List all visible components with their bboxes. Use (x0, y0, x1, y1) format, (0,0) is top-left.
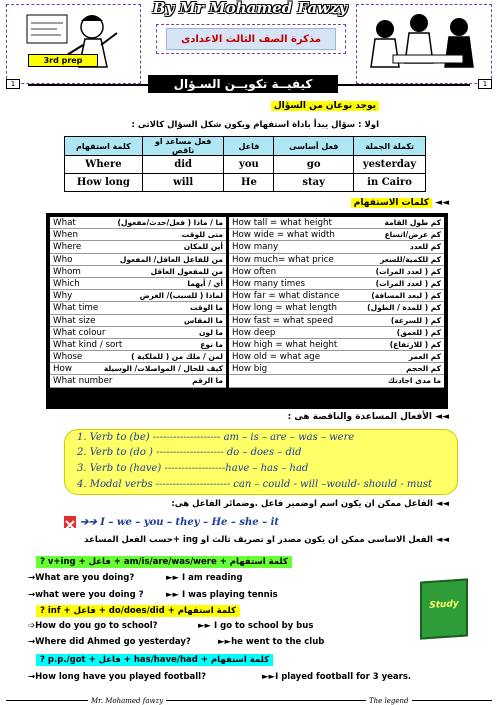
question-word-arabic: أين للمكان (183, 242, 223, 252)
question-word-english: What time (53, 303, 99, 314)
question-word-row (229, 229, 444, 241)
double-arrow-icon: ◄◄ (435, 198, 449, 208)
question-word-english: How long = what length (232, 303, 338, 314)
first-type-text: اولا : سؤال يبدأ باداة استفهام ويكون شكل السؤال كالاتى : (131, 120, 379, 130)
question-types-heading: يوجد نوعان من السؤال (271, 101, 379, 111)
question-word-row (50, 351, 226, 363)
pattern-formula: كلمة استفهام + am/is/are/was/were + فاعل + v+ing ? (36, 556, 292, 568)
double-arrow-icon: ◄◄ (435, 499, 449, 509)
aux-heading-label: الأفعال المساعدة والناقصة هى : (287, 412, 433, 422)
question-word-arabic: كم ( للسرعة) (390, 315, 441, 325)
footer-author: Mr. Mohamed fawzy (88, 697, 166, 705)
grade-label: مذكرة الصف الثالث الاعدادى (166, 28, 336, 50)
question-word-arabic: كم ( للارتفاع) (389, 339, 441, 349)
question-word-row (229, 278, 444, 290)
question-word-row (229, 266, 444, 278)
footer-tagline: The legend (366, 697, 412, 705)
question-word-english: What number (53, 376, 113, 387)
question-word-row (50, 229, 226, 241)
example-answer: ►► I go to school by bus (198, 621, 314, 631)
question-word-english: What colour (53, 327, 106, 338)
question-word-arabic: ما / ماذا ( فعل/حدث/مفعول) (117, 218, 223, 227)
question-word-row (50, 217, 226, 229)
question-word-arabic: متى للوقت (181, 230, 223, 240)
question-structure-table (64, 136, 426, 192)
question-words-label: كلمات الاستفهام (351, 198, 432, 208)
question-word-row (50, 290, 226, 302)
question-word-row (50, 363, 226, 375)
page-number-right: 1 (478, 79, 492, 89)
example-answer: ►►he went to the club (218, 637, 325, 647)
header-cell: فعل أساسى (274, 137, 354, 156)
table-row (65, 156, 426, 174)
question-word-english: What size (53, 315, 96, 326)
question-word-english: Who (53, 254, 73, 265)
question-word-arabic: كم ( للمدة / الطول) (367, 303, 441, 313)
question-word-english: Why (53, 291, 73, 302)
teacher-illustration (6, 4, 141, 84)
example-question: →How long have you played football? (28, 672, 207, 682)
question-word-row (229, 302, 444, 314)
question-word-arabic: ما المقاس (183, 315, 223, 325)
subjects-heading-label: الفاعل ممكن ان يكون اسم اوضمير فاعل .وضمائر الفاعل هى: (171, 499, 433, 509)
question-word-english: How big (232, 364, 268, 375)
question-word-arabic: كم ( لعدد المرات) (375, 266, 441, 276)
table-cell: Where (65, 156, 143, 174)
question-word-row (229, 315, 444, 327)
question-word-arabic: ما مدى اجادتك (388, 376, 441, 386)
example-answer: ►► I was playing tennis (166, 590, 278, 600)
question-word-english: How wide = what width (232, 230, 335, 241)
question-word-arabic: من للمفعول العاقل (150, 266, 223, 276)
question-word-row (229, 254, 444, 266)
question-word-english: How often (232, 266, 277, 277)
header-cell: فاعل (224, 137, 274, 156)
table-cell: in Cairo (354, 174, 426, 192)
example-question: →what were you doing ? (28, 590, 144, 600)
question-word-row (229, 339, 444, 351)
question-word-english: How high = what height (232, 339, 338, 350)
grade-banner (156, 24, 346, 54)
question-word-english: How many times (232, 278, 306, 289)
question-word-row (229, 217, 444, 229)
question-word-row (50, 266, 226, 278)
table-cell: He (224, 174, 274, 192)
question-word-row (229, 290, 444, 302)
question-word-arabic: كم طول القامة (384, 218, 441, 227)
students-illustration (356, 4, 492, 84)
double-arrow-icon: ◄◄ (435, 412, 449, 422)
question-word-english: What kind / sort (53, 339, 123, 350)
footer-line (6, 700, 492, 701)
question-word-row (229, 327, 444, 339)
question-word-row (50, 339, 226, 351)
table-row (65, 174, 426, 192)
table-cell: you (224, 156, 274, 174)
question-words-left-column (50, 217, 226, 388)
topic-title: كيفيــة تكويــن السـؤال (148, 75, 338, 93)
question-word-english: How old = what age (232, 352, 321, 363)
table-cell: go (274, 156, 354, 174)
question-word-row (50, 375, 226, 387)
question-word-arabic: ما الرقم (192, 376, 223, 386)
question-word-arabic: لماذا ( للسبب)/ الغرض (139, 291, 223, 301)
aux-line: 1. Verb to (be) -------------------- am – is – are – was – were (77, 432, 355, 443)
question-word-english: What (53, 218, 76, 228)
page-title: By Mr Mohamed Fawzy (152, 0, 348, 17)
aux-line: 2. Verb to (do ) -------------------- do – does – did (77, 447, 302, 458)
example-question: ➩How do you go to school? (28, 621, 158, 631)
question-word-arabic: كم العمر (408, 352, 441, 362)
question-word-row (229, 375, 444, 387)
question-word-arabic: كم الحجم (406, 364, 441, 374)
question-words-right-column (229, 217, 444, 388)
question-word-english: When (53, 230, 78, 241)
header-cell: تكملة الجملة (354, 137, 426, 156)
subjects-heading (171, 499, 449, 509)
question-word-arabic: ما لون (199, 327, 223, 337)
prep-badge: 3rd prep (28, 54, 98, 67)
question-word-row (229, 351, 444, 363)
flag-icon (64, 516, 76, 528)
question-word-row (50, 327, 226, 339)
example-answer: ►►I played football for 3 years. (262, 672, 412, 682)
study-book-illustration (420, 578, 468, 639)
study-label: Study (429, 598, 459, 612)
question-word-arabic: كم عرض/اتساع (384, 230, 441, 240)
table-cell: will (142, 174, 224, 192)
question-word-row (229, 363, 444, 375)
question-word-english: Where (53, 242, 82, 253)
question-word-english: How (53, 364, 72, 375)
question-word-row (50, 315, 226, 327)
table-cell: stay (274, 174, 354, 192)
question-word-arabic: كم ( لبعد المسافة) (371, 291, 441, 301)
question-word-arabic: لمن / ملك من ( للملكية ) (131, 352, 223, 362)
question-word-arabic: ما نوع (200, 339, 223, 349)
question-word-arabic: كيف للحال / المواصلات/ الوسيلة (103, 364, 223, 374)
main-verb-heading-label: الفعل الاساسى ممكن ان يكون مصدر او تصريف ثالث او ing +حسب الفعل المساعد (84, 535, 433, 545)
arrow-icon: ➔➔ (80, 517, 101, 528)
question-word-english: Which (53, 278, 80, 289)
question-word-arabic: من للفاعل العاقل/ المفعول (119, 254, 223, 264)
aux-line: 3. Verb to (have) ------------------have – has – had (77, 463, 309, 474)
example-answer: ►► I am reading (166, 573, 243, 583)
pronouns-list: I – we – you – they – He – she – it (100, 517, 279, 528)
page-number-left: 1 (6, 79, 20, 89)
table-header-row (65, 137, 426, 156)
question-word-english: How deep (232, 327, 276, 338)
pattern-formula: كلمة استفهام + do/does/did + فاعل + inf ? (36, 605, 240, 617)
question-word-row (50, 254, 226, 266)
aux-line: 4. Modal verbs ---------------------- can – could - will –would- should - must (77, 479, 433, 490)
table-cell: did (142, 156, 224, 174)
double-arrow-icon: ◄◄ (435, 535, 449, 545)
question-word-row (50, 241, 226, 253)
question-words-heading (351, 198, 449, 208)
aux-heading (288, 412, 449, 422)
subject-pronouns (80, 517, 279, 528)
question-word-arabic: كم ( لعدد المرات) (375, 278, 441, 288)
question-word-english: How much= what price (232, 254, 334, 265)
main-verb-heading (84, 535, 449, 545)
question-words-box (46, 213, 448, 409)
example-question: →What are you doing? (28, 573, 135, 583)
question-word-english: How tall = what height (232, 218, 332, 228)
question-word-arabic: ما الوقت (189, 303, 223, 313)
question-word-english: How far = what distance (232, 291, 340, 302)
footer (6, 697, 492, 705)
question-word-arabic: أي / أيهما (187, 278, 223, 288)
question-word-english: How fast = what speed (232, 315, 334, 326)
table-cell: How long (65, 174, 143, 192)
question-word-row (229, 241, 444, 253)
question-word-arabic: كم للعدد (409, 242, 441, 252)
question-word-row (50, 302, 226, 314)
table-cell: yesterday (354, 156, 426, 174)
question-word-english: How many (232, 242, 279, 253)
example-question: →Where did Ahmed go yesterday? (28, 637, 191, 647)
header-cell: كلمة استفهام (65, 137, 143, 156)
question-word-arabic: كم للكمية/للسعر (380, 254, 441, 264)
question-word-arabic: كم ( للعمق) (396, 327, 441, 337)
question-word-english: Whom (53, 266, 81, 277)
aux-verbs-box (64, 429, 458, 495)
question-word-english: Whose (53, 352, 83, 363)
header-cell: فعل مساعد او ناقص (142, 137, 224, 156)
pattern-formula: كلمة استفهام + has/have/had + فاعل + p.p./got ? (36, 654, 273, 666)
question-word-row (50, 278, 226, 290)
